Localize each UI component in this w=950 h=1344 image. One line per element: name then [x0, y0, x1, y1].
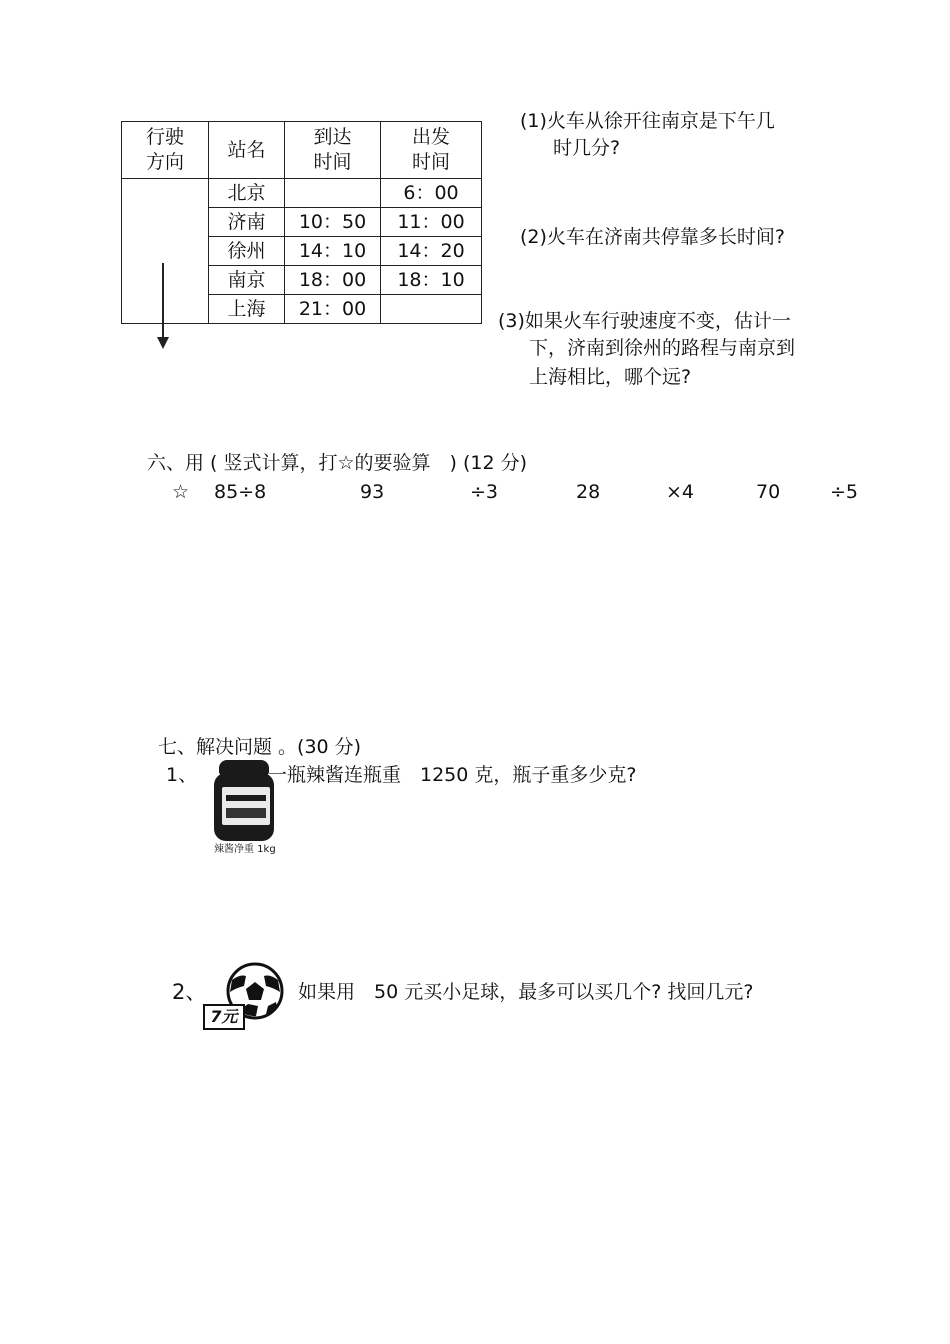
station-cell: 济南	[209, 208, 285, 237]
arrive-cell: 14：10	[285, 237, 381, 266]
header-station: 站名	[209, 122, 285, 179]
station-cell: 南京	[209, 266, 285, 295]
jar-lid	[219, 760, 269, 775]
depart-cell: 11：00	[381, 208, 482, 237]
calc-item: ÷5	[830, 481, 859, 503]
problem-2-number: 2、	[172, 980, 207, 1004]
depart-cell	[381, 295, 482, 324]
depart-cell: 18：10	[381, 266, 482, 295]
header-arrive: 到达 时间	[285, 122, 381, 179]
arrive-cell: 10：50	[285, 208, 381, 237]
question-3-line-2: 下，济南到徐州的路程与南京到	[529, 337, 796, 359]
arrive-cell	[285, 179, 381, 208]
station-cell: 徐州	[209, 237, 285, 266]
calc-item: 85÷8	[214, 481, 267, 503]
calc-item: ÷3	[470, 481, 499, 503]
direction-cell	[122, 179, 209, 324]
question-1-line-1: (1)火车从徐开往南京是下午几	[520, 110, 775, 132]
jar-body	[214, 773, 274, 841]
section-7-title: 七、解决问题 。(30 分)	[158, 736, 362, 758]
star-icon: ☆	[172, 481, 190, 503]
jar-caption: 辣酱净重 1kg	[214, 844, 276, 855]
problem-1-text: 一瓶辣酱连瓶重 1250 克，瓶子重多少克?	[268, 764, 637, 786]
price-tag: 7元	[203, 1004, 245, 1030]
station-cell: 北京	[209, 179, 285, 208]
arrive-cell: 21：00	[285, 295, 381, 324]
header-direction: 行驶 方向	[122, 122, 209, 179]
direction-arrow-line	[162, 263, 164, 339]
table-row	[122, 179, 482, 208]
problem-2-text: 如果用 50 元买小足球，最多可以买几个? 找回几元?	[298, 981, 754, 1003]
station-cell: 上海	[209, 295, 285, 324]
jar-label	[220, 785, 272, 827]
sauce-jar-image	[214, 760, 274, 842]
calc-item: 28	[576, 481, 601, 503]
arrive-cell: 18：00	[285, 266, 381, 295]
timetable-header-row	[122, 122, 482, 179]
question-1-line-2: 时几分?	[553, 137, 621, 159]
depart-cell: 6：00	[381, 179, 482, 208]
calc-item: ×4	[666, 481, 695, 503]
arrow-down-icon	[157, 337, 169, 349]
question-3-line-1: (3)如果火车行驶速度不变，估计一	[498, 310, 791, 332]
problem-1-number: 1、	[166, 764, 198, 786]
header-depart: 出发 时间	[381, 122, 482, 179]
calc-item: 70	[756, 481, 781, 503]
question-3-line-3: 上海相比，哪个远?	[529, 366, 692, 388]
depart-cell: 14：20	[381, 237, 482, 266]
calc-item: 93	[360, 481, 385, 503]
train-timetable	[121, 121, 482, 324]
section-6-title: 六、用 ( 竖式计算，打☆的要验算 ) (12 分)	[147, 452, 528, 474]
question-2: (2)火车在济南共停靠多长时间?	[520, 226, 785, 248]
